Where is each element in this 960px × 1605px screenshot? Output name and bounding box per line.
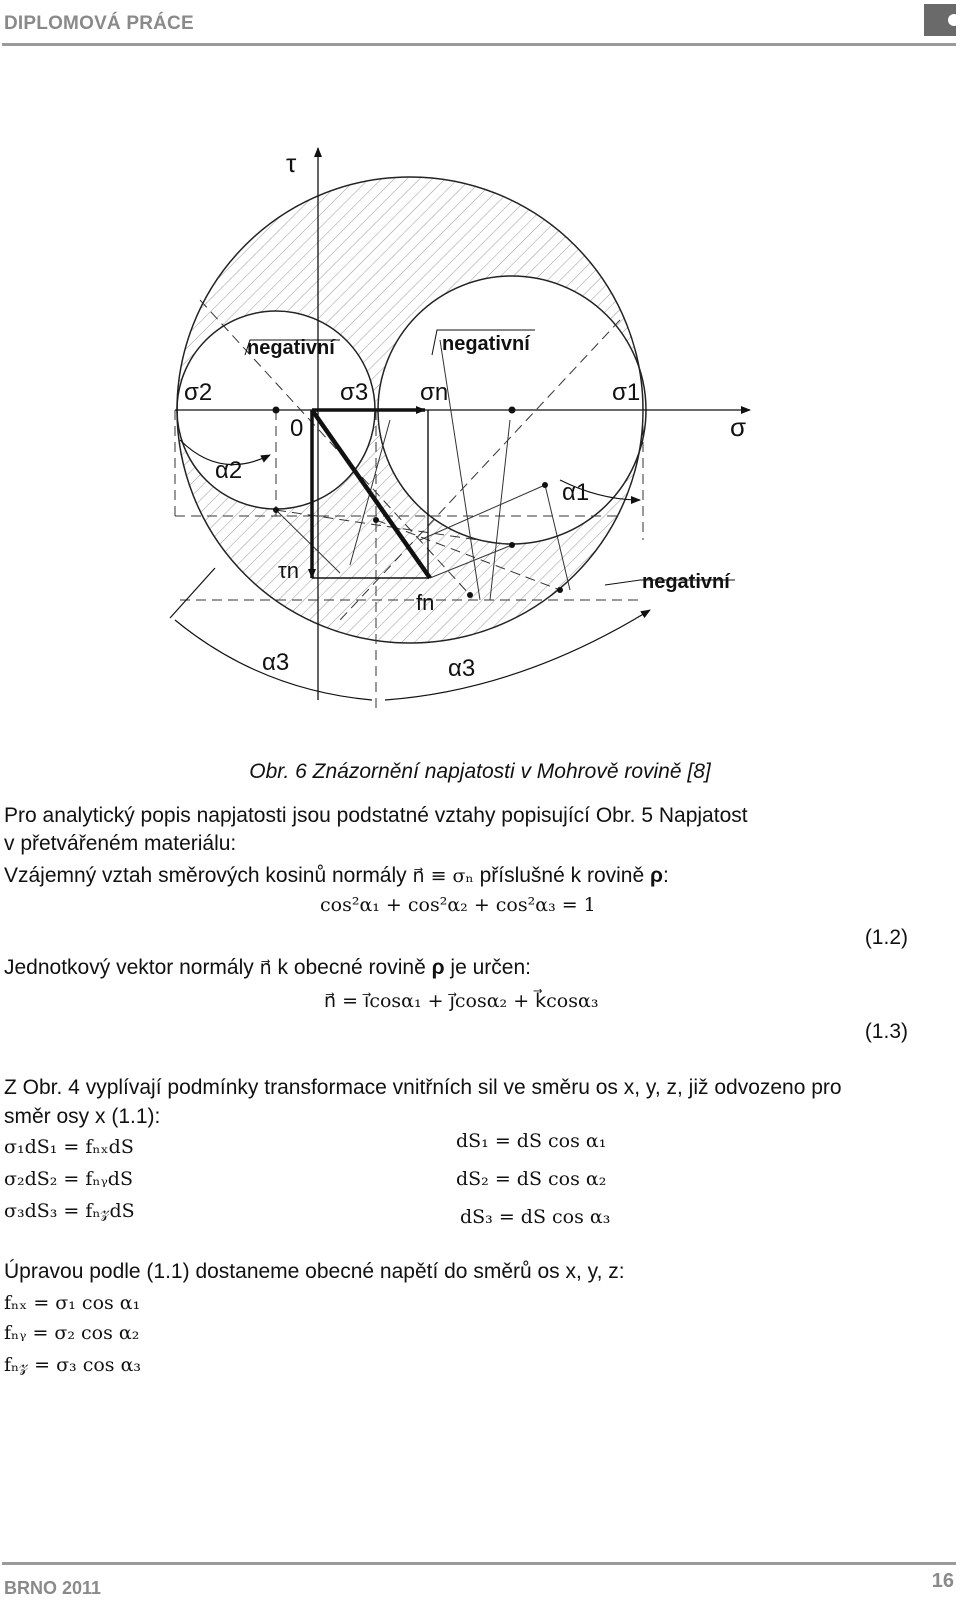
page-number: 16 [931,1570,954,1592]
label-negativni-2: negativní [442,333,530,355]
paragraph-3-text: Jednotkový vektor normály [4,956,260,979]
label-tau-n: τn [278,558,299,583]
label-sigma2: σ2 [184,379,213,406]
equation-1-3: n⃗ = i⃗cosα₁ + j⃗cosα₂ + k⃗cosα₃ [324,990,599,1012]
rho-symbol: ρ [649,864,663,887]
label-tau: τ [286,148,297,178]
paragraph-2-text-2: příslušné k rovině [473,864,650,887]
paragraph-4-line-1: Z Obr. 4 vyplívají podmínky transformace vnitřních sil ve směru os x, y, z, již odvozeno pro [4,1076,842,1099]
paragraph-5: Úpravou podle (1.1) dostaneme obecné napětí do směrů os x, y, z: [4,1260,625,1283]
label-alpha2: α2 [215,457,243,484]
paragraph-4-line-2: směr osy x (1.1): [4,1105,161,1128]
paragraph-3 [4,954,531,982]
label-f-n: fn [416,590,435,615]
system-right-2: dS₂ = dS cos α₂ [456,1168,607,1190]
system-left-2: σ₂dS₂ = fₙᵧdS [4,1168,133,1190]
label-sigma3: σ3 [340,379,369,406]
paragraph-1-line-2: v přetvářeném materiálu: [4,832,237,855]
label-zero: 0 [290,415,304,442]
paragraph-3-text-2: k obecné rovině [271,956,432,979]
system-right-3: dS₃ = dS cos α₃ [460,1206,611,1228]
final-eq-1: fₙₓ = σ₁ cos α₁ [4,1292,141,1314]
final-eq-2: fₙᵧ = σ₂ cos α₂ [4,1322,140,1344]
paragraph-2 [4,862,669,890]
university-logo [924,4,956,36]
label-alpha3-left: α3 [262,649,290,676]
equation-number-1-2: (1.2) [864,926,908,949]
footer-rule [2,1562,956,1565]
label-negativni-1: negativní [247,337,335,359]
header-rule [2,43,956,46]
system-right-1: dS₁ = dS cos α₁ [456,1130,607,1152]
label-sigma-n: σn [420,379,449,406]
paragraph-2-end: : [662,864,669,887]
final-eq-3: fₙ𝓏 = σ₃ cos α₃ [4,1354,142,1376]
normal-vector-math: n⃗ [259,957,272,979]
label-sigma: σ [730,412,747,442]
paragraph-1-line-1: Pro analytický popis napjatosti jsou podstatné vztahy popisující Obr. 5 Napjatost [4,804,748,827]
running-header-title: DIPLOMOVÁ PRÁCE [4,13,194,34]
figure-caption: Obr. 6 Znázornění napjatosti v Mohrově rovině [8] [249,760,711,783]
label-alpha1: α1 [562,479,590,506]
equation-1-2: cos²α₁ + cos²α₂ + cos²α₃ = 1 [320,894,596,916]
system-left-1: σ₁dS₁ = fₙₓdS [4,1136,134,1158]
mohr-diagram [150,130,790,720]
rho-symbol-2: ρ [431,956,445,979]
equation-number-1-3: (1.3) [864,1020,908,1043]
system-left-3: σ₃dS₃ = fₙ𝓏dS [4,1200,135,1222]
label-negativni-3: negativní [642,571,730,593]
footer-place-year: BRNO 2011 [4,1578,102,1598]
label-sigma1: σ1 [612,379,641,406]
paragraph-3-end: je určen: [444,956,531,979]
normal-equiv-math: n⃗ ≡ σₙ [412,865,474,887]
label-alpha3-right: α3 [448,655,476,682]
paragraph-2-text: Vzájemný vztah směrových kosinů normály [4,864,413,887]
